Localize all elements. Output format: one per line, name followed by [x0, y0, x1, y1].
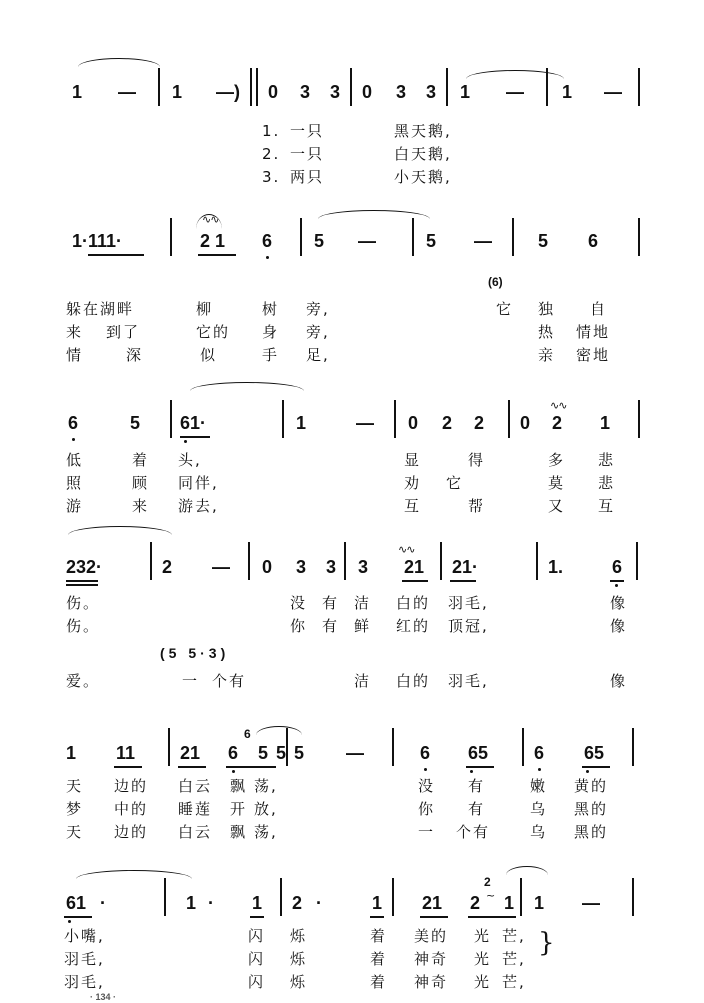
barline — [638, 218, 640, 256]
lyric: 一只 — [290, 122, 325, 140]
note: 6 — [68, 413, 79, 433]
lyric: 边的 — [114, 777, 149, 795]
note-group: 21 — [422, 893, 443, 913]
barline — [158, 68, 160, 106]
barline — [250, 68, 252, 106]
barline — [280, 878, 282, 916]
note-group: 232· — [66, 557, 103, 577]
lyric: 互 — [598, 497, 616, 515]
lyric: 洁 — [354, 672, 372, 690]
dash: — — [506, 82, 524, 102]
barline — [392, 728, 394, 766]
note-group: 11 — [116, 743, 136, 763]
lyric: 悲 — [598, 474, 616, 492]
note: 3 — [358, 557, 369, 577]
lyric: 显 — [404, 451, 422, 469]
dash: — — [356, 413, 374, 433]
lyric: 来 — [66, 323, 84, 341]
lyric: 手 — [262, 346, 280, 364]
lyric: 鲜 — [354, 617, 372, 635]
lyric: 羽毛, — [448, 594, 489, 612]
lyric: 自 — [590, 300, 608, 318]
tie — [506, 866, 548, 875]
note: 0 — [268, 82, 279, 102]
tie — [76, 870, 192, 879]
lyric: 身 — [262, 323, 280, 341]
note-group: 61· — [180, 413, 207, 433]
lyric: 开 — [230, 800, 248, 818]
lyric: 得 — [468, 451, 486, 469]
note: 1 — [296, 413, 307, 433]
lyric: 乌 — [530, 800, 548, 818]
lyric: 1. — [262, 122, 281, 140]
lyric: 荡, — [254, 777, 278, 795]
note: 2 — [162, 557, 173, 577]
lyric: 头, — [178, 451, 202, 469]
lyric: 来 — [132, 497, 150, 515]
underline — [180, 436, 210, 438]
underline — [66, 580, 98, 582]
note: 6 — [534, 743, 545, 763]
low-octave-dot — [615, 584, 618, 587]
trill-ornament-icon: ∿∿ — [398, 543, 415, 556]
note: 1 — [72, 82, 83, 102]
lyric: 闪 — [248, 927, 266, 945]
lyric: 悲 — [598, 451, 616, 469]
lyric: 旁, — [306, 323, 330, 341]
underline — [226, 766, 276, 768]
lyric: 深 — [126, 346, 144, 364]
barline — [344, 542, 346, 580]
note: 6 — [588, 231, 599, 251]
lyric: 着 — [370, 927, 388, 945]
note: 0 — [362, 82, 373, 102]
lyric: 躲在湖畔 — [66, 300, 135, 318]
dot-extension: · — [208, 893, 214, 913]
lyric: 独 — [538, 300, 556, 318]
lyric: 多 — [548, 451, 566, 469]
low-octave-dot — [424, 768, 427, 771]
lyric: 白的 — [396, 672, 431, 690]
barline — [638, 68, 640, 106]
lyric: 像 — [610, 594, 628, 612]
lyric: 光 — [474, 950, 492, 968]
lyric: 闪 — [248, 973, 266, 991]
lyric: 照 — [66, 474, 84, 492]
note: 1. — [548, 557, 564, 577]
lyric: 小嘴, — [64, 927, 105, 945]
dash: — — [212, 557, 230, 577]
dot-extension: · — [316, 893, 322, 913]
barline — [520, 878, 522, 916]
lyric: 个有 — [456, 823, 491, 841]
note: 1 — [562, 82, 573, 102]
barline — [508, 400, 510, 438]
note-group: 21 — [180, 743, 201, 763]
barline — [150, 542, 152, 580]
lyric: 着 — [132, 451, 150, 469]
lyric: 黑的 — [574, 823, 609, 841]
lyric: 芒, — [502, 927, 526, 945]
bracket-icon: } — [538, 928, 555, 958]
lyric: 它 — [496, 300, 514, 318]
note: 1 — [252, 893, 263, 913]
note: 1 — [172, 82, 183, 102]
lyric: 顾 — [132, 474, 150, 492]
lyric: 你 — [290, 617, 308, 635]
lyric: 羽毛, — [64, 950, 105, 968]
note-group: 2 1 — [200, 231, 226, 251]
lyric: 着 — [370, 950, 388, 968]
lyric: 嫩 — [530, 777, 548, 795]
note: 1 — [186, 893, 197, 913]
underline — [610, 580, 624, 582]
barline — [394, 400, 396, 438]
trill-ornament-icon: ~ — [486, 889, 495, 902]
lyric: 柳 — [196, 300, 214, 318]
lyric: 游 — [66, 497, 84, 515]
lyric: 飘 — [230, 777, 248, 795]
barline — [632, 878, 634, 916]
lyric: 白云 — [178, 777, 213, 795]
lyric: 莫 — [548, 474, 566, 492]
lyric: 羽毛, — [64, 973, 105, 991]
barline — [512, 218, 514, 256]
underline — [370, 916, 384, 918]
lyric: 黄的 — [574, 777, 609, 795]
note: 1 — [66, 743, 77, 763]
barline — [638, 400, 640, 438]
note: 1 — [460, 82, 471, 102]
note: 5 — [538, 231, 549, 251]
dash: — — [358, 231, 376, 251]
low-octave-dot — [232, 770, 235, 773]
tie — [256, 726, 302, 735]
barline — [164, 878, 166, 916]
tie — [78, 58, 160, 67]
barline — [350, 68, 352, 106]
note: 5 — [258, 743, 269, 763]
lyric: 烁 — [290, 973, 308, 991]
lyric: 白天鹅, — [394, 145, 452, 163]
note-group: 21· — [452, 557, 479, 577]
tie — [190, 382, 304, 391]
lyric: 洁 — [354, 594, 372, 612]
lyric: 红的 — [396, 617, 431, 635]
low-octave-dot — [72, 438, 75, 441]
tie — [318, 210, 430, 219]
note: 5 — [426, 231, 437, 251]
dash: — — [118, 82, 136, 102]
lyric: 有 — [468, 777, 486, 795]
underline — [450, 580, 476, 582]
lyric: 同伴, — [178, 474, 219, 492]
note: 1 — [372, 893, 383, 913]
note-group: 65 — [468, 743, 489, 763]
barline — [170, 400, 172, 438]
note: 3 — [396, 82, 407, 102]
lyric: 中的 — [114, 800, 149, 818]
note: 5 — [294, 743, 305, 763]
lyric: 白的 — [396, 594, 431, 612]
lyric: 神奇 — [414, 950, 449, 968]
grace-note: (6) — [488, 275, 503, 289]
underline — [582, 766, 610, 768]
lyric: 顶冠, — [448, 617, 489, 635]
note-group: 61 — [66, 893, 87, 913]
underline — [64, 916, 92, 918]
underline — [466, 766, 494, 768]
underline — [198, 254, 236, 256]
lyric: 它的 — [196, 323, 231, 341]
lyric: 伤。 — [66, 594, 101, 612]
note: 1 — [504, 893, 515, 913]
lyric: 旁, — [306, 300, 330, 318]
note: 6 — [228, 743, 239, 763]
barline — [282, 400, 284, 438]
grace-note: 6 — [244, 727, 251, 741]
lyric: 情地 — [576, 323, 611, 341]
trill-ornament-icon: ∿∿ — [550, 399, 567, 412]
note: 2 — [292, 893, 303, 913]
lyric: 乌 — [530, 823, 548, 841]
underline — [420, 916, 448, 918]
note: 1 — [534, 893, 545, 913]
dash: — — [604, 82, 622, 102]
lyric: 低 — [66, 451, 84, 469]
low-octave-dot — [586, 770, 589, 773]
lyric: 一只 — [290, 145, 325, 163]
lyric: 又 — [548, 497, 566, 515]
lyric: 密地 — [576, 346, 611, 364]
note: 0 — [520, 413, 531, 433]
barline — [446, 68, 448, 106]
low-octave-dot — [470, 770, 473, 773]
underline — [114, 766, 142, 768]
lyric: 黑天鹅, — [394, 122, 452, 140]
barline — [636, 542, 638, 580]
lyric: 一 — [418, 823, 436, 841]
dash: —) — [216, 82, 240, 102]
barline — [440, 542, 442, 580]
barline — [168, 728, 170, 766]
lyric: 黑的 — [574, 800, 609, 818]
lyric: 没 — [418, 777, 436, 795]
lyric: 帮 — [468, 497, 486, 515]
barline — [256, 68, 258, 106]
lyric: 天 — [66, 777, 84, 795]
lyric: 烁 — [290, 927, 308, 945]
lyric: 3. — [262, 168, 281, 186]
note: 0 — [262, 557, 273, 577]
lyric: 树 — [262, 300, 280, 318]
tie — [466, 70, 564, 79]
lyric: 美的 — [414, 927, 449, 945]
dash: — — [474, 231, 492, 251]
grace-note: 2 — [484, 875, 491, 889]
lyric: 荡, — [254, 823, 278, 841]
note: 6 — [262, 231, 273, 251]
note: 5 — [314, 231, 325, 251]
note: 0 — [408, 413, 419, 433]
lyric: 热 — [538, 323, 556, 341]
lyric: 你 — [418, 800, 436, 818]
lyric: 有 — [322, 617, 340, 635]
paren-notes: (5 5·3) — [160, 645, 230, 661]
underline — [402, 580, 428, 582]
lyric: 梦 — [66, 800, 84, 818]
lyric: 边的 — [114, 823, 149, 841]
barline — [248, 542, 250, 580]
lyric: 神奇 — [414, 973, 449, 991]
lyric: 爱。 — [66, 672, 101, 690]
barline — [170, 218, 172, 256]
note: 3 — [426, 82, 437, 102]
lyric: 闪 — [248, 950, 266, 968]
page-number: · 134 · — [90, 992, 117, 1002]
lyric: 像 — [610, 672, 628, 690]
lyric: 游去, — [178, 497, 219, 515]
note: 2 — [474, 413, 485, 433]
underline — [468, 916, 516, 918]
note: 5 — [130, 413, 141, 433]
lyric: 着 — [370, 973, 388, 991]
note: 6 — [612, 557, 623, 577]
barline — [300, 218, 302, 256]
dash: — — [582, 893, 600, 913]
lyric: 互 — [404, 497, 422, 515]
lyric: 伤。 — [66, 617, 101, 635]
barline — [392, 878, 394, 916]
lyric: 睡莲 — [178, 800, 213, 818]
lyric: 光 — [474, 927, 492, 945]
note: 3 — [300, 82, 311, 102]
underline — [250, 916, 264, 918]
low-octave-dot — [68, 920, 71, 923]
lyric: 似 — [200, 346, 218, 364]
lyric: 劝 — [404, 474, 422, 492]
lyric: 亲 — [538, 346, 556, 364]
lyric: 芒, — [502, 973, 526, 991]
lyric: 羽毛, — [448, 672, 489, 690]
underline — [178, 766, 206, 768]
dash: — — [346, 743, 364, 763]
lyric: 芒, — [502, 950, 526, 968]
lyric: 个有 — [212, 672, 247, 690]
note: 2 — [552, 413, 563, 433]
tie — [68, 526, 172, 535]
trill-ornament-icon: ∿∿ — [202, 213, 219, 226]
lyric: 天 — [66, 823, 84, 841]
lyric: 飘 — [230, 823, 248, 841]
underline — [66, 584, 98, 586]
note: 3 — [296, 557, 307, 577]
lyric: 白云 — [178, 823, 213, 841]
lyric: 烁 — [290, 950, 308, 968]
low-octave-dot — [538, 768, 541, 771]
note: 2 — [442, 413, 453, 433]
barline — [522, 728, 524, 766]
barline — [536, 542, 538, 580]
lyric: 没 — [290, 594, 308, 612]
lyric: 它 — [446, 474, 464, 492]
lyric: 两只 — [290, 168, 325, 186]
lyric: 一 — [182, 672, 200, 690]
lyric: 小天鹅, — [394, 168, 452, 186]
lyric: 情 — [66, 346, 84, 364]
note: 3 — [330, 82, 341, 102]
lyric: 有 — [468, 800, 486, 818]
note-group: 21 — [404, 557, 425, 577]
lyric: 光 — [474, 973, 492, 991]
barline — [412, 218, 414, 256]
low-octave-dot — [266, 256, 269, 259]
note: 2 — [470, 893, 481, 913]
lyric: 到了 — [106, 323, 141, 341]
low-octave-dot — [184, 440, 187, 443]
note: 5 — [276, 743, 287, 763]
note: 3 — [326, 557, 337, 577]
barline — [632, 728, 634, 766]
lyric: 有 — [322, 594, 340, 612]
note: 6 — [420, 743, 431, 763]
underline — [88, 254, 144, 256]
note-group: 1·111· — [72, 231, 123, 251]
lyric: 足, — [306, 346, 330, 364]
lyric: 像 — [610, 617, 628, 635]
note-group: 65 — [584, 743, 605, 763]
dot-extension: · — [100, 893, 106, 913]
lyric: 2. — [262, 145, 281, 163]
note: 1 — [600, 413, 611, 433]
lyric: 放, — [254, 800, 278, 818]
